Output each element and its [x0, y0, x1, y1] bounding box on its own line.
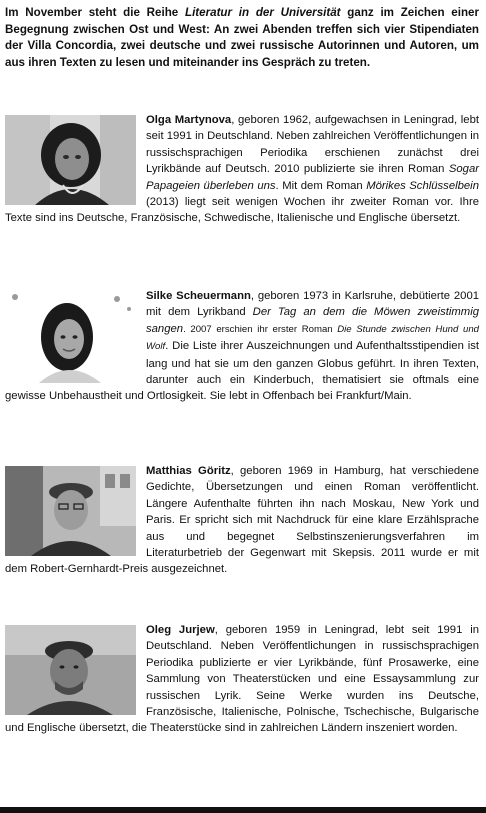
author-text: , geboren 1973 in Karlsruhe, debütierte 2001 mit dem Lyrikband: [146, 290, 480, 319]
series-title: Literatur in der Universität: [185, 6, 341, 19]
author-text: . Die Liste ihrer Auszeichnungen und Aufenthaltsstipendien ist lang und hat sie um den ganzen Globus geführt. In ihren Texten, darunter auch ein Kinderbuch, thematisiert sie oftmals eine gewisse Unbehaustheit und Ortlosigkeit. Sie lebt in Offenbach bei Frankfurt/Main.: [5, 340, 479, 403]
author-photo-silke-scheuermann: [5, 291, 136, 383]
author-bio-matthias-goeritz: [5, 463, 479, 578]
intro-rest: ganz im Zeichen einer Begegnung zwischen Ost und West: An zwei Abenden treffen sich vier Stipendiaten der Villa Concordia, zwei deutsche und zwei russische Autorinnen und Autoren, um aus ihren Texten zu lesen und miteinander ins Gespräch zu treten.: [5, 6, 479, 69]
author-text: . Mit dem Roman: [275, 179, 367, 192]
author-name: Matthias Göritz: [146, 465, 231, 477]
author-photo-matthias-goeritz: [5, 466, 136, 556]
intro-lead: Im November steht die Reihe: [5, 6, 185, 19]
author-text: . 2007 erschien ihr erster Roman: [183, 323, 338, 335]
author-bio-olga-martynova: [5, 112, 479, 227]
author-text: (2013) liegt seit wenigen Wochen ihr zweiter Roman vor. Ihre Texte sind ins Deutsche, Französische, Schwedische, Italienische und Englische übersetzt.: [5, 196, 479, 225]
author-bio-silke-scheuermann: [5, 288, 479, 405]
author-text: , geboren 1969 in Hamburg, hat verschiedene Gedichte, Übersetzungen und einen Roman veröffentlicht. Längere Aufenthalte führten ihn nach Moskau, New York und Paris. Er spricht sich mit Nachdruck für eine klare Erzählsprache aus und begegnet Selbstinszenierungsverfahren im Literaturbetrieb der Gegenwart mit Skepsis. 2011 wurde er mit dem Robert-Gernhardt-Preis ausgezeichnet.: [5, 465, 479, 576]
book-title: Mörikes Schlüsselbein: [366, 179, 479, 192]
author-text: , geboren 1959 in Leningrad, lebt seit 1991 in Deutschland. Neben Veröffentlichungen in russischsprachigen Periodika publizierte er vier Lyrikbände, fünf Prosawerke, eine Sammlung von Theaterstücken und eine Essaysammlung zur russischen Lyrik. Seine Werke wurden ins Deutsche, Französische, Italienische, Polnische, Tschechische, Bulgarische und Englische übersetzt, die Theaterstücke sind in zahlreichen Ländern inszeniert worden.: [5, 624, 479, 735]
author-name: Olga Martynova: [146, 114, 232, 126]
bottom-rule: [0, 807, 486, 813]
author-photo-olga-martynova: [5, 115, 136, 205]
intro-paragraph: [5, 5, 479, 71]
author-name: Oleg Jurjew: [146, 624, 215, 636]
book-title: Sogar Papageien überleben uns: [146, 163, 479, 192]
author-text: , geboren 1962, aufgewachsen in Leningrad, lebt seit 1991 in Deutschland. Neben zahlreichen Veröffentlichungen in russischsprachigen Periodika erschienen zunächst drei Lyrikbände auf Deutsch. 2010 publizierte sie ihren Roman: [146, 114, 480, 176]
author-photo-oleg-jurjew: [5, 625, 136, 715]
author-name: Silke Scheuermann: [146, 290, 251, 302]
book-title: Der Tag an dem die Möwen zweistimmig sangen: [146, 306, 479, 335]
book-title: Die Stunde zwischen Hund und Wolf: [146, 323, 479, 353]
author-bio-oleg-jurjew: [5, 622, 479, 737]
